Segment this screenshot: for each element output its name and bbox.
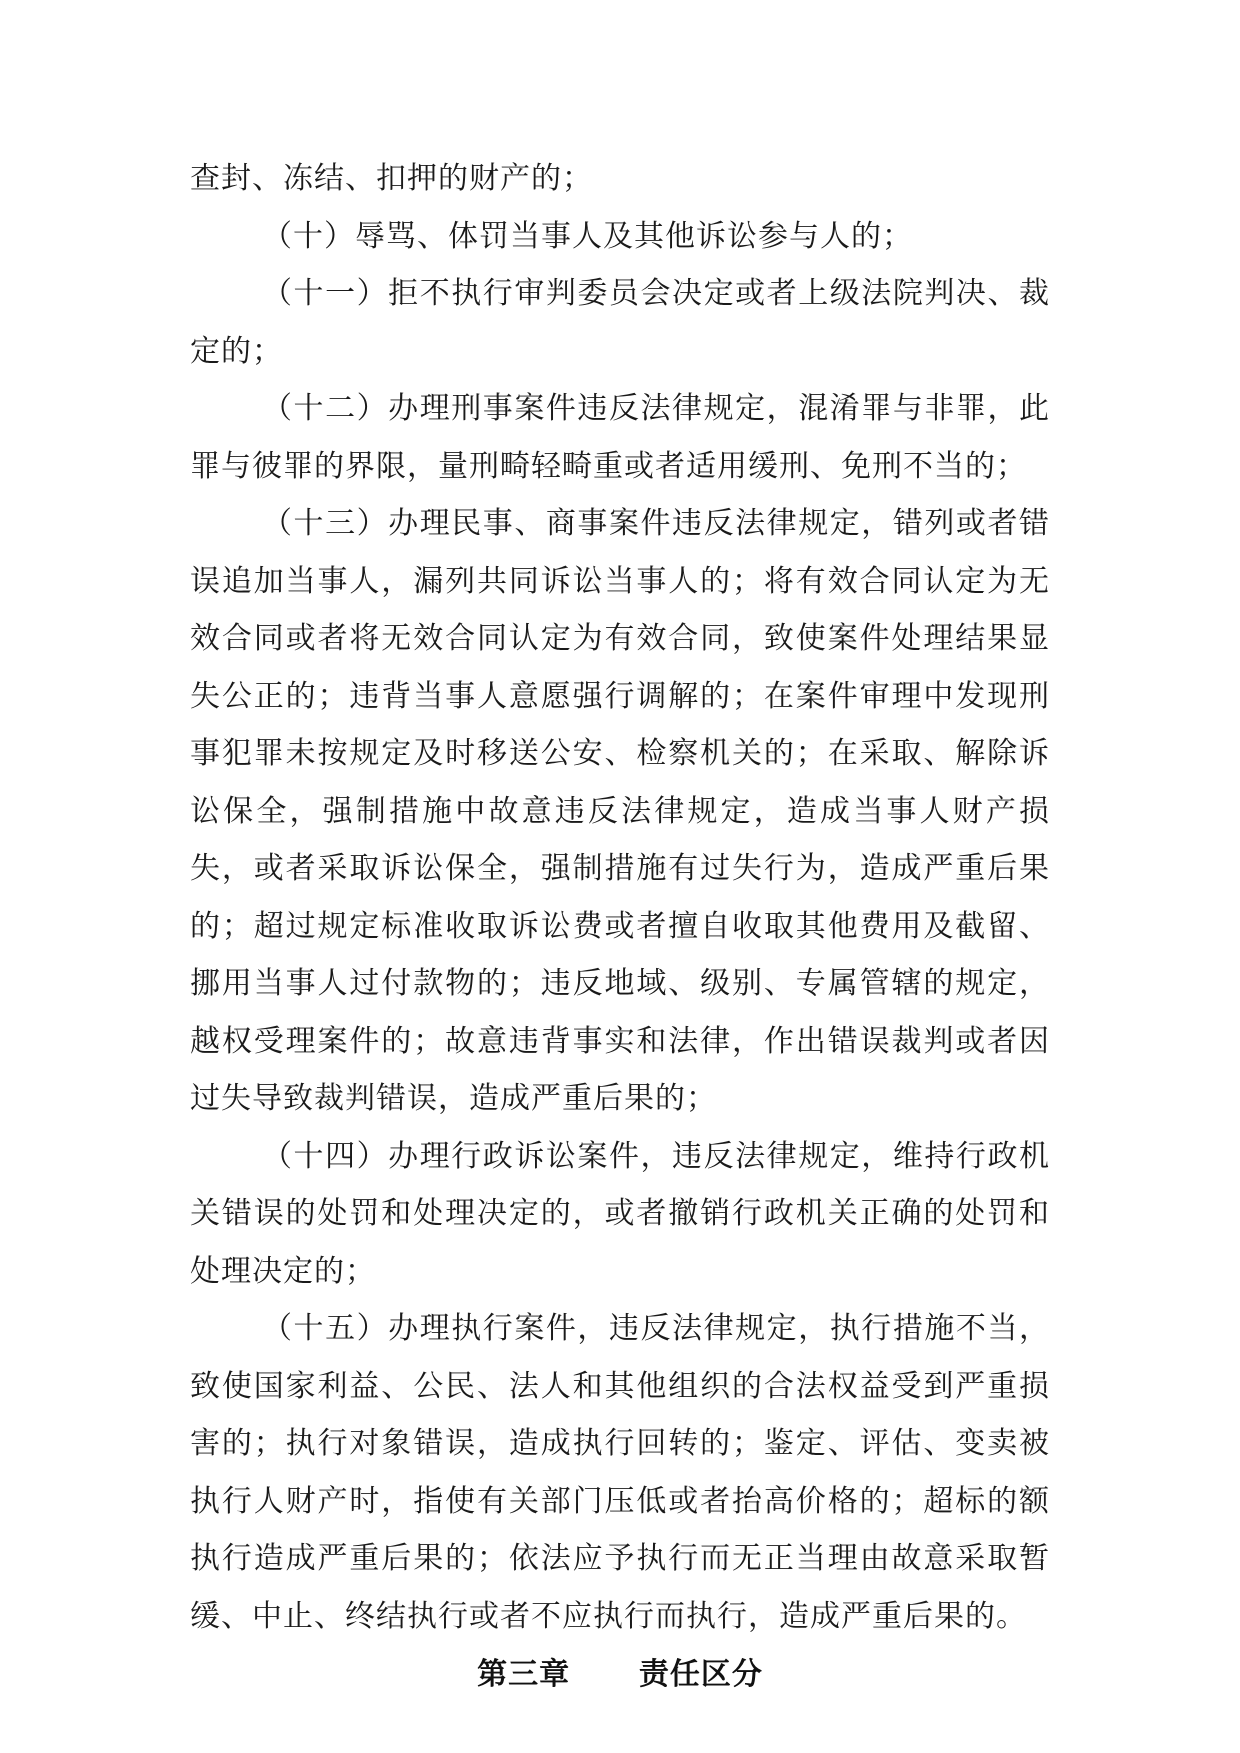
paragraph-continuation: 查封、冻结、扣押的财产的； xyxy=(190,161,593,196)
chapter-heading: 第三章 责任区分 xyxy=(477,1657,763,1692)
paragraph-item-10: （十）辱骂、体罚当事人及其他诉讼参与人的； xyxy=(262,218,913,254)
paragraph-item-12: （十二）办理刑事案件违反法律规定，混淆罪与非罪，此罪与彼罪的界限，量刑畸轻畸重或者适用缓刑、免刑不当的； xyxy=(190,391,1050,484)
paragraph-item-11: （十一）拒不执行审判委员会决定或者上级法院判决、裁定的； xyxy=(190,276,1050,369)
paragraph-item-13: （十三）办理民事、商事案件违反法律规定，错列或者错误追加当事人，漏列共同诉讼当事人的；将有效合同认定为无效合同或者将无效合同认定为有效合同，致使案件处理结果显失公正的；违背当事人意愿强行调解的；在案件审理中发现刑事犯罪未按规定及时移送公安、检察机关的；在采取、解除诉讼保全，强制措施中故意违反法律规定，造成当事人财产损失，或者采取诉讼保全，强制措施有过失行为，造成严重后果的；超过规定标准收取诉讼费或者擅自收取其他费用及截留、挪用当事人过付款物的；违反地域、级别、专属管辖的规定，越权受理案件的；故意违背事实和法律，作出错误裁判或者因过失导致裁判错误，造成严重后果的； xyxy=(190,506,1050,1116)
paragraph-item-15: （十五）办理执行案件，违反法律规定，执行措施不当，致使国家利益、公民、法人和其他组织的合法权益受到严重损害的；执行对象错误，造成执行回转的；鉴定、评估、变卖被执行人财产时，指使有关部门压低或者抬高价格的；超标的额执行造成严重后果的；依法应予执行而无正当理由故意采取暂缓、中止、终结执行或者不应执行而执行，造成严重后果的。 xyxy=(190,1311,1050,1634)
document-body xyxy=(190,150,1050,1705)
paragraph-item-14: （十四）办理行政诉讼案件，违反法律规定，维持行政机关错误的处罚和处理决定的，或者撤销行政机关正确的处罚和处理决定的； xyxy=(190,1138,1050,1289)
